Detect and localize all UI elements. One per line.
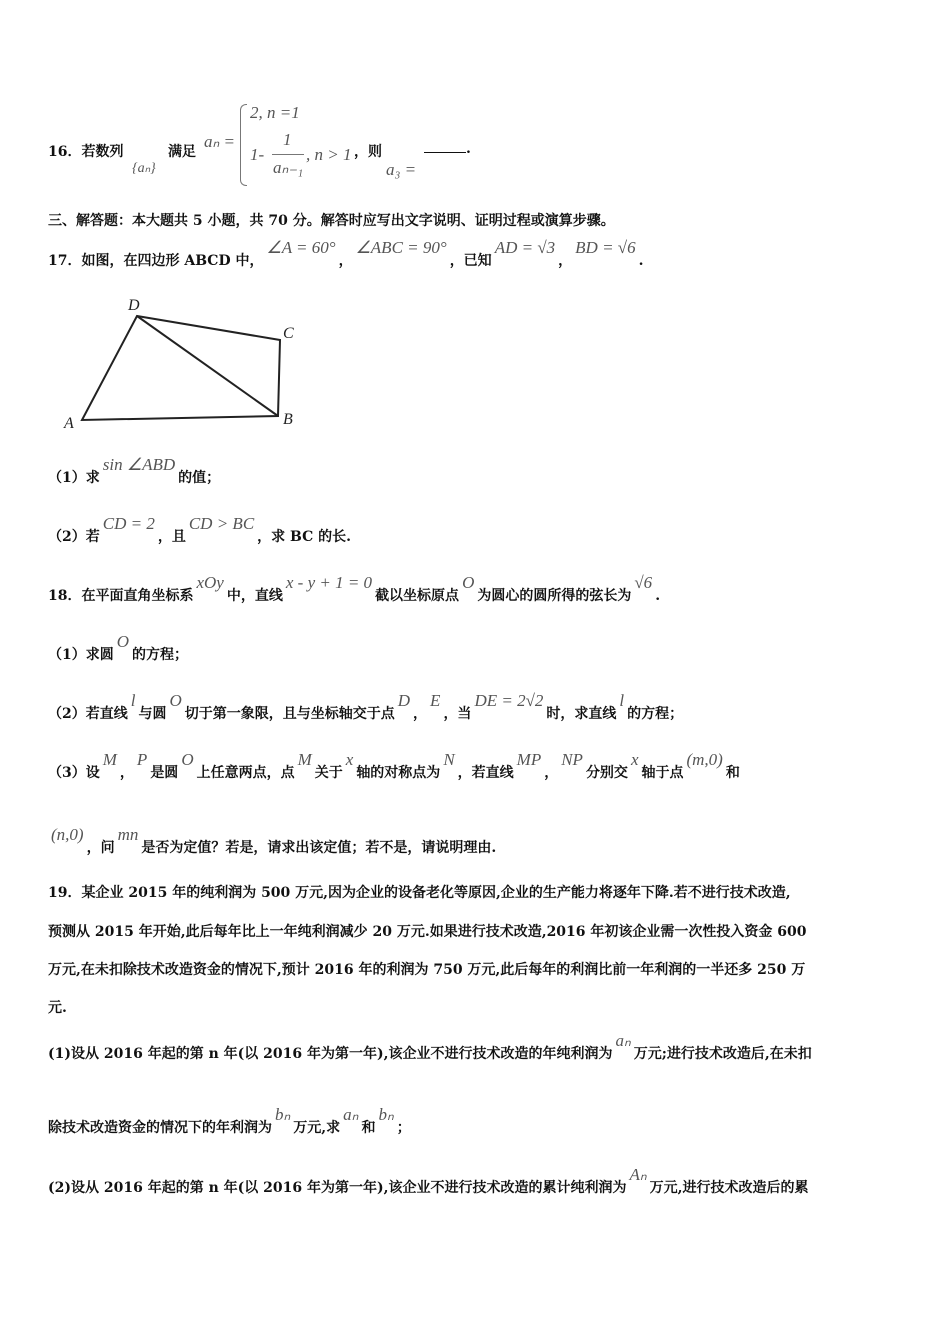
text-line — [48, 1165, 809, 1197]
math-expression: (m,0) — [686, 750, 723, 769]
text-segment: ， — [119, 765, 134, 781]
math-expression: bₙ — [275, 1105, 291, 1124]
label-d: D — [128, 297, 140, 314]
math-expression: sin ∠ABD — [102, 455, 176, 474]
text-segment: 时，求直线 — [546, 706, 617, 722]
text-segment: 万元;进行技术改造后,在未扣 — [633, 1046, 812, 1062]
text-segment: （1）求圆 — [48, 647, 114, 663]
text-line — [48, 997, 67, 1017]
q16-frac-num: 1 — [283, 130, 292, 149]
q16-frac-den: aₙ₋₁ — [273, 158, 304, 177]
q16-sequence: {aₙ} — [132, 161, 156, 176]
q16-frac-bar — [272, 154, 304, 155]
text-segment: 为圆心的圆所得的弦长为 — [477, 588, 632, 604]
math-expression: BD = √6 — [575, 238, 636, 257]
q16-brace — [240, 104, 247, 186]
q16-then: ，则 — [354, 144, 382, 160]
text-segment: 三、解答题：本大题共 5 小题，共 70 分。解答时应写出文字说明、证明过程或演算步骤。 — [48, 213, 615, 229]
text-segment: ， — [338, 253, 353, 269]
text-segment: (2)设从 2016 年起的第 n 年(以 2016 年为第一年),该企业不进行技术改造的累计纯利润为 — [48, 1180, 627, 1196]
q16-case1: 2, n =1 — [250, 103, 300, 122]
text-segment: 的值； — [178, 470, 221, 486]
label-c: C — [283, 325, 294, 342]
label-b: B — [283, 411, 293, 428]
math-expression: AD = √3 — [494, 238, 556, 257]
text-segment: （3）设 — [48, 765, 100, 781]
math-expression: l — [619, 691, 625, 710]
text-segment: 万元,在未扣除技术改造资金的情况下,预计 2016 年的利润为 750 万元,此后每年的利润比前一年利润的一半还多 250 万 — [48, 962, 806, 978]
text-segment: 中，直线 — [226, 588, 283, 604]
text-segment: 上任意两点，点 — [196, 765, 295, 781]
text-segment: 是圆 — [150, 765, 179, 781]
text-segment: （2）若直线 — [48, 706, 128, 722]
text-segment: （2）若 — [48, 529, 100, 545]
text-segment: ，当 — [443, 706, 472, 722]
text-segment: 切于第一象限，且与坐标轴交于点 — [184, 706, 395, 722]
text-segment: 与圆 — [138, 706, 167, 722]
text-segment: 分别交 — [585, 765, 628, 781]
text-line — [48, 210, 615, 230]
text-line — [48, 455, 221, 487]
q16-case2-prefix: 1- — [250, 145, 265, 164]
math-expression: √6 — [634, 573, 653, 592]
text-segment: 万元,进行技术改造后的累 — [649, 1180, 809, 1196]
math-expression: O — [181, 750, 194, 769]
math-expression: E — [430, 691, 441, 710]
text-line — [48, 959, 805, 979]
text-segment: 预测从 2015 年开始,此后每年比上一年纯利润减少 20 万元.如果进行技术改造,2016 年初该企业需一次性投入资金 600 — [48, 924, 807, 940]
text-segment: ，已知 — [449, 253, 492, 269]
text-segment: (1)设从 2016 年起的第 n 年(以 2016 年为第一年),该企业不进行技术改造的年纯利润为 — [48, 1046, 613, 1062]
math-expression: ∠ABC = 90° — [355, 238, 447, 257]
math-expression: N — [443, 750, 455, 769]
text-line — [48, 1105, 411, 1137]
math-expression: x - y + 1 = 0 — [285, 573, 373, 592]
text-segment: ， — [558, 253, 573, 269]
math-expression: mn — [117, 825, 139, 844]
math-expression: D — [397, 691, 411, 710]
text-segment: 关于 — [314, 765, 343, 781]
q16-satisfy: 满足 — [168, 144, 196, 160]
text-line — [48, 514, 352, 546]
math-expression: NP — [561, 750, 583, 769]
text-line — [48, 573, 661, 605]
text-segment: 18．在平面直角坐标系 — [48, 588, 194, 604]
text-segment: 和 — [725, 765, 740, 781]
text-segment: （1）求 — [48, 470, 100, 486]
text-segment: 轴于点 — [641, 765, 684, 781]
math-expression: O — [462, 573, 475, 592]
text-line — [48, 825, 497, 857]
text-line — [48, 921, 807, 941]
quadrilateral-abcd — [82, 316, 280, 420]
text-segment: . — [655, 588, 661, 604]
math-expression: M — [297, 750, 312, 769]
math-expression: O — [169, 691, 182, 710]
text-line — [48, 882, 791, 902]
quadrilateral-figure — [40, 290, 320, 440]
text-segment: 截以坐标原点 — [375, 588, 460, 604]
math-expression: ∠A = 60° — [266, 238, 336, 257]
text-segment: ，问 — [86, 840, 115, 856]
q16-number: 16．若数列 — [48, 144, 124, 160]
math-expression: (n,0) — [51, 825, 84, 844]
text-segment: ，求 BC 的长. — [257, 529, 352, 545]
math-expression: aₙ — [343, 1105, 359, 1124]
text-segment: 19．某企业 2015 年的纯利润为 500 万元,因为企业的设备老化等原因,企业的生产能力将逐年下降.若不进行技术改造, — [48, 885, 791, 901]
math-expression: x — [630, 750, 639, 769]
text-line — [48, 632, 189, 664]
math-expression: CD = 2 — [102, 514, 155, 533]
math-expression: DE = 2√2 — [474, 691, 544, 710]
text-segment: ， — [413, 706, 428, 722]
text-segment: 17．如图，在四边形 ABCD 中， — [48, 253, 264, 269]
text-segment: 元. — [48, 1000, 67, 1016]
text-segment: ， — [544, 765, 559, 781]
math-expression: l — [130, 691, 136, 710]
text-segment: 的方程； — [627, 706, 684, 722]
q16-answer-blank: . — [420, 141, 471, 157]
math-expression: x — [345, 750, 354, 769]
text-segment: 轴的对称点为 — [356, 765, 441, 781]
label-a: A — [64, 415, 74, 432]
text-segment: ，且 — [157, 529, 186, 545]
math-expression: P — [136, 750, 148, 769]
math-expression: xOy — [196, 573, 224, 592]
text-segment: . — [638, 253, 644, 269]
text-line — [48, 238, 644, 270]
text-line — [48, 691, 684, 723]
text-line — [48, 1031, 812, 1063]
math-expression: M — [102, 750, 117, 769]
q16-a3: a₃ = — [386, 160, 417, 179]
math-expression: Aₙ — [629, 1165, 647, 1184]
text-segment: ，若直线 — [457, 765, 514, 781]
q16-case2-suffix: , n > 1 — [306, 145, 352, 164]
math-expression: bₙ — [378, 1105, 394, 1124]
text-segment: 是否为定值？若是，请求出该定值；若不是，请说明理由. — [141, 840, 497, 856]
math-expression: aₙ — [615, 1031, 631, 1050]
diagonal-bd — [137, 316, 278, 416]
math-expression: CD > BC — [188, 514, 255, 533]
text-segment: ； — [396, 1120, 411, 1136]
text-segment: 和 — [361, 1120, 376, 1136]
text-segment: 除技术改造资金的情况下的年利润为 — [48, 1120, 272, 1136]
q16-an: aₙ = — [204, 132, 235, 151]
text-segment: 的方程； — [132, 647, 189, 663]
text-segment: 万元,求 — [293, 1120, 341, 1136]
math-expression: O — [116, 632, 130, 651]
text-line — [48, 750, 740, 782]
math-expression: MP — [516, 750, 542, 769]
